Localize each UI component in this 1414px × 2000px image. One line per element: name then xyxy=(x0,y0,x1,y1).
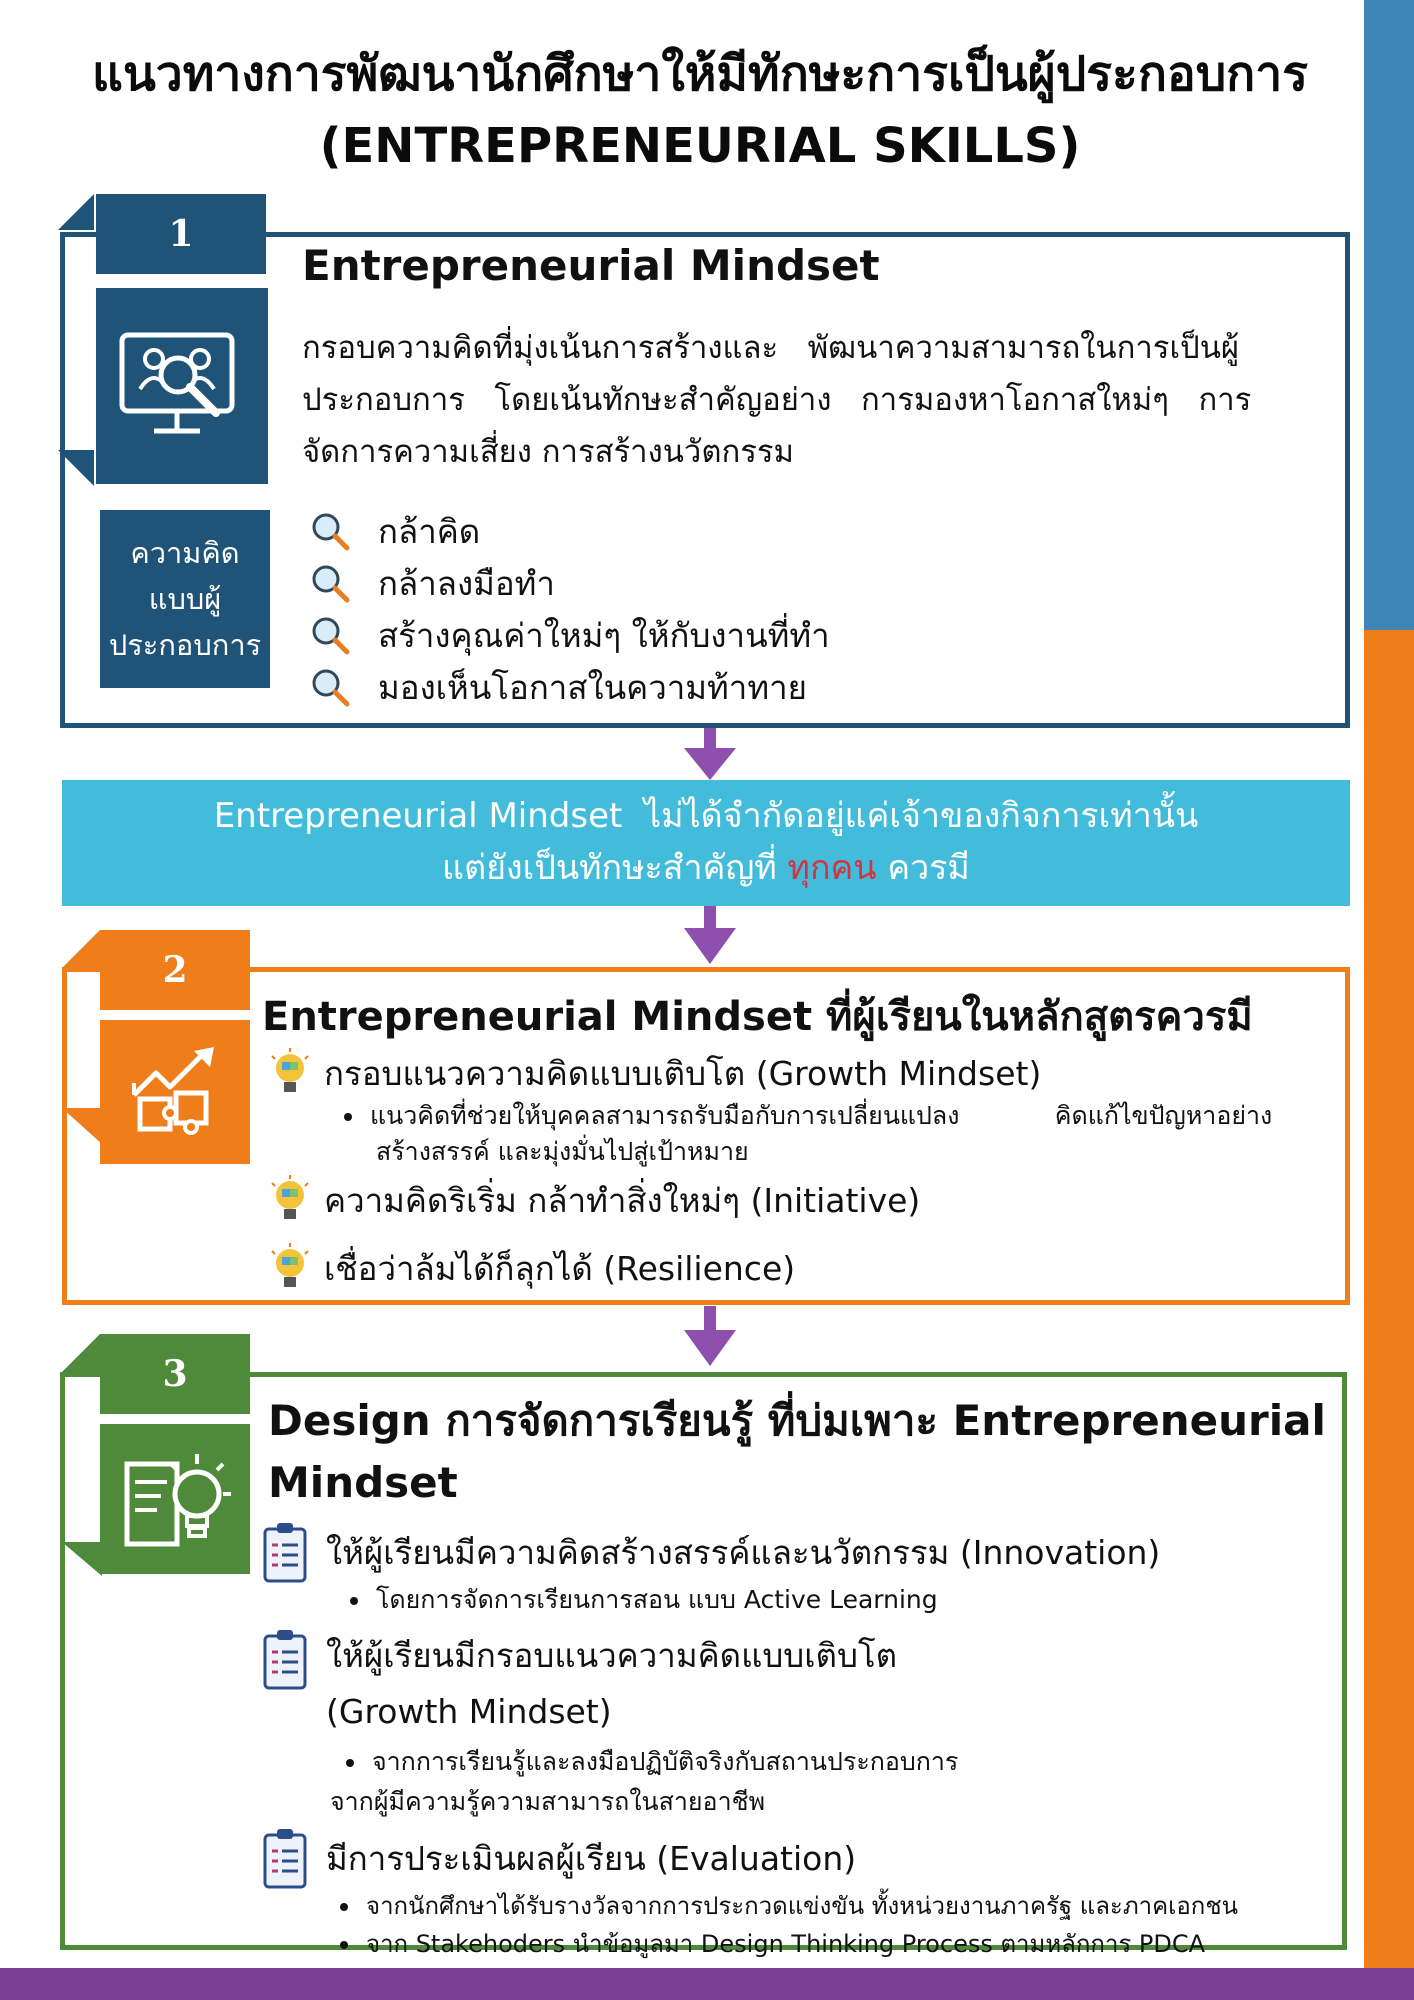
title-line-1: แนวทางการพัฒนานักศึกษาให้มีทักษะการเป็นผู้ประกอบการ xyxy=(92,46,1308,102)
page-title xyxy=(40,38,1360,182)
list-item: ให้ผู้เรียนมีความคิดสร้างสรรค์และนวัตกรรม (Innovation) xyxy=(262,1522,1342,1582)
section-1-heading: Entrepreneurial Mindset xyxy=(302,241,880,290)
section-1-fold-bottom xyxy=(58,450,98,490)
section-1-list xyxy=(310,505,830,713)
list-item: กล้าลงมือทำ xyxy=(310,557,830,609)
lightbulb-idea-icon xyxy=(268,1175,312,1225)
clipboard-checklist-icon xyxy=(262,1628,308,1690)
section-2-number-tab xyxy=(100,930,250,1010)
lightbulb-idea-icon xyxy=(268,1048,312,1098)
list-item: ให้ผู้เรียนมีกรอบแนวความคิดแบบเติบโต (Growth Mindset) xyxy=(262,1628,1342,1684)
clipboard-checklist-icon xyxy=(262,1827,308,1889)
section-2-number: 2 xyxy=(162,949,188,991)
section-1-fold-top xyxy=(58,194,98,234)
section-2-heading: Entrepreneurial Mindset ที่ผู้เรียนในหลักสูตรควรมี xyxy=(262,994,1253,1040)
section-3-list xyxy=(262,1522,1342,1962)
sub-bullet: จากนักศึกษาได้รับรางวัลจากการประกวดแข่งขัน ทั้งหน่วยงานภาครัฐ และภาคเอกชน xyxy=(340,1888,1342,1924)
list-item: สร้างคุณค่าใหม่ๆ ให้กับงานที่ทำ xyxy=(310,609,830,661)
magnifier-icon xyxy=(310,667,350,707)
list-item: มีการประเมินผลผู้เรียน (Evaluation) xyxy=(262,1828,1342,1888)
magnifier-icon xyxy=(310,615,350,655)
section-3-fold-top xyxy=(62,1334,104,1374)
list-item: กรอบแนวความคิดแบบเติบโต (Growth Mindset) xyxy=(268,1050,1338,1096)
down-arrow-icon xyxy=(682,1306,738,1368)
section-2-fold-bottom xyxy=(62,1108,104,1148)
title-line-2: (ENTREPRENEURIAL SKILLS) xyxy=(319,118,1081,174)
section-1-number: 1 xyxy=(168,213,194,255)
section-1-description: กรอบความคิดที่มุ่งเน้นการสร้างและ พัฒนาความสามารถในการเป็นผู้ ประกอบการ โดยเน้นทักษะสำคัญอย่าง การมองหาโอกาสใหม่ๆ การ จัดการความเสี่ยง การสร้างนวัตกรรม xyxy=(302,330,1252,470)
list-item: มองเห็นโอกาสในความท้าทาย xyxy=(310,661,830,713)
sub-bullet: จากการเรียนรู้และลงมือปฏิบัติจริงกับสถานประกอบการ xyxy=(346,1744,1342,1780)
magnifier-icon xyxy=(310,563,350,603)
list-item: กล้าคิด xyxy=(310,505,830,557)
down-arrow-icon xyxy=(682,728,738,782)
team-search-monitor-icon xyxy=(96,288,268,484)
sub-bullet: แนวคิดที่ช่วยให้บุคคลสามารถรับมือกับการเปลี่ยนแปลง คิดแก้ไขปัญหาอย่าง xyxy=(344,1098,1338,1134)
section-3-number: 3 xyxy=(162,1353,188,1395)
highlight-banner xyxy=(62,780,1350,906)
banner-line-2: แต่ยังเป็นทักษะสำคัญที่ ทุกคน ควรมี xyxy=(442,848,970,888)
sub-bullet-continuation: จากผู้มีความรู้ความสามารถในสายอาชีพ xyxy=(330,1787,766,1816)
list-item: เชื่อว่าล้มได้ก็ลุกได้ (Resilience) xyxy=(268,1240,1338,1296)
banner-highlight: ทุกคน xyxy=(787,848,877,888)
section-1-side-label: ความคิด แบบผู้ ประกอบการ xyxy=(100,510,270,688)
document-lightbulb-icon xyxy=(100,1424,250,1574)
clipboard-checklist-icon xyxy=(262,1521,308,1583)
section-3-fold-bottom xyxy=(62,1542,104,1578)
section-2-list xyxy=(268,1050,1338,1296)
section-2-fold-top xyxy=(62,930,104,970)
down-arrow-icon xyxy=(682,906,738,966)
sub-bullet: โดยการจัดการเรียนการสอน แบบ Active Learning xyxy=(350,1582,1342,1618)
section-1-number-tab xyxy=(96,194,266,274)
section-3-number-tab xyxy=(100,1334,250,1414)
puzzle-growth-icon xyxy=(100,1020,250,1164)
lightbulb-idea-icon xyxy=(268,1243,312,1293)
banner-line-1: Entrepreneurial Mindset ไม่ได้จำกัดอยู่แค่เจ้าของกิจการเท่านั้น xyxy=(213,796,1199,836)
sub-bullet: จาก Stakehoders นำข้อมูลมา Design Thinking Process ตามหลักการ PDCA xyxy=(340,1926,1342,1962)
magnifier-icon xyxy=(310,511,350,551)
section-3-heading: Design การจัดการเรียนรู้ ที่บ่มเพาะ Entrepreneurial Mindset xyxy=(268,1396,1326,1507)
right-stripe-orange xyxy=(1364,630,1414,2000)
bottom-bar xyxy=(0,1968,1414,2000)
list-item: ความคิดริเริ่ม กล้าทำสิ่งใหม่ๆ (Initiative) xyxy=(268,1172,1338,1228)
right-stripe-blue xyxy=(1364,0,1414,630)
sub-bullet-continuation: สร้างสรรค์ และมุ่งมั่นไปสู่เป้าหมาย xyxy=(376,1137,749,1166)
